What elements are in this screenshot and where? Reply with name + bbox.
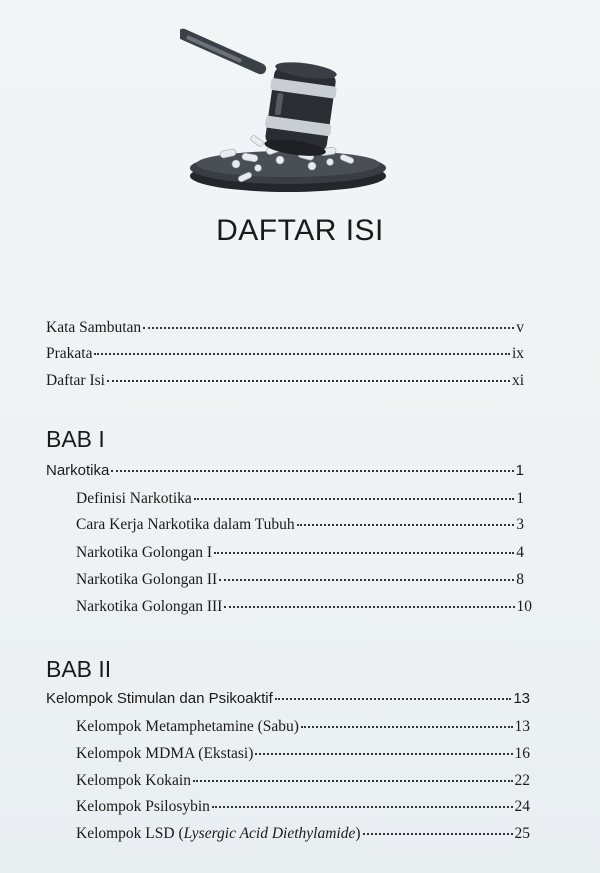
show-through-text [468,38,474,64]
dot-leader [194,484,514,500]
dot-leader [107,366,510,382]
toc-entry-label: Daftar Isi [46,372,105,389]
dot-leader [275,684,512,700]
label-italic: Lysergic Acid Diethylamide [183,825,356,842]
label-prefix: Kelompok LSD ( [76,825,184,842]
toc-entry-label: Kelompok Metamphetamine (Sabu) [76,718,299,735]
dot-leader [363,819,513,835]
toc-entry-label [76,824,361,844]
toc-section-stimulan[interactable] [46,687,530,709]
dot-leader [219,565,514,581]
dot-leader [224,592,514,608]
toc-entry-label: Kelompok MDMA (Ekstasi) [76,745,254,762]
toc-entry[interactable] [76,487,524,509]
toc-entry-page: xi [511,372,524,389]
toc-entry-page: 25 [514,825,530,842]
toc-entry-prakata[interactable] [46,342,524,364]
dot-leader [94,339,509,355]
toc-entry[interactable] [76,742,530,764]
toc-entry-page: 4 [516,544,524,561]
toc-entry-label: Definisi Narkotika [76,490,192,507]
page-title: DAFTAR ISI [216,214,384,247]
toc-entry-page: 3 [516,516,524,533]
toc-entry-label: Cara Kerja Narkotika dalam Tubuh [76,516,295,533]
dot-leader [193,766,513,782]
dot-leader [111,456,513,472]
toc-entry-label: Kelompok Kokain [76,772,191,789]
chapter-heading-bab-2: BAB II [46,656,112,682]
toc-entry-page: 10 [516,598,532,615]
toc-entry-label: Kelompok Psilosybin [76,798,210,815]
gavel-on-pills-icon [180,26,390,196]
toc-entry[interactable] [76,769,530,791]
dot-leader [214,538,514,554]
toc-entry[interactable] [76,513,524,535]
dot-leader [301,712,513,728]
toc-entry-page: 16 [514,745,530,762]
toc-entry-page: 13 [513,690,530,707]
chapter-heading-bab-1: BAB I [46,426,105,452]
toc-entry-label: Kelompok Stimulan dan Psikoaktif [46,690,273,707]
toc-entry[interactable] [76,595,532,617]
toc-entry-label: Kata Sambutan [46,319,142,336]
toc-section-narkotika[interactable] [46,459,524,481]
toc-entry-page: 24 [514,798,530,815]
toc-entry-page: v [516,319,524,336]
toc-entry-label: Narkotika [46,462,110,479]
toc-entry-page: 1 [515,462,524,479]
toc-entry[interactable] [76,822,530,844]
toc-entry-label: Narkotika Golongan III [76,598,223,615]
toc-entry-page: ix [511,345,524,362]
toc-entry[interactable] [76,568,524,590]
toc-entry-label: Narkotika Golongan I [76,544,213,561]
toc-entry-page: 8 [516,571,524,588]
toc-entry-daftar-isi[interactable] [46,369,524,391]
toc-entry-label: Prakata [46,345,93,362]
toc-entry[interactable] [76,715,530,737]
toc-entry-page: 22 [514,772,530,789]
dot-leader [212,792,513,808]
dot-leader [255,739,512,755]
dot-leader [297,510,515,526]
label-suffix: ) [355,825,361,842]
toc-entry[interactable] [76,795,530,817]
toc-entry-page: 13 [514,718,530,735]
dot-leader [143,313,514,329]
toc-entry-kata-sambutan[interactable] [46,316,524,338]
toc-entry-page: 1 [516,490,524,507]
toc-entry-label: Narkotika Golongan II [76,571,218,588]
toc-entry[interactable] [76,541,524,563]
